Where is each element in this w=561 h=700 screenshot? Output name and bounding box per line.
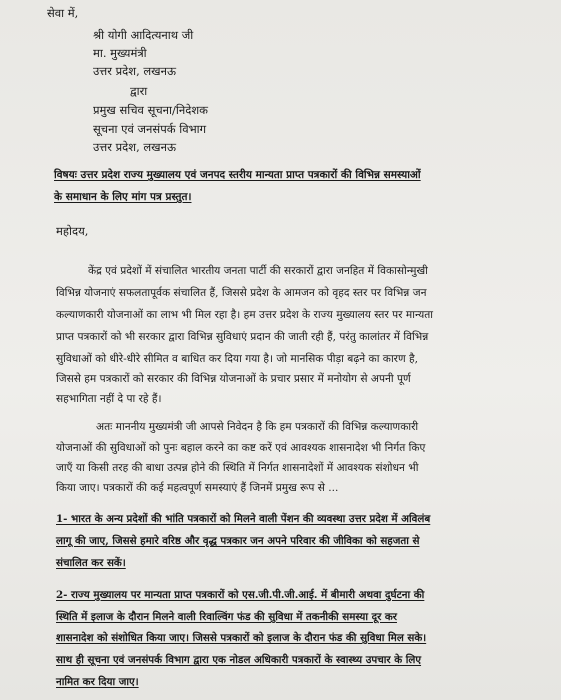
demand-2-line: शासनादेश को संशोधित किया जाए। जिससे पत्रकारों को इलाज के दौरान फंड की सुविधा मिल सके।	[56, 632, 427, 644]
address-designation: मा. मुख्यमंत्री	[93, 46, 147, 60]
demand-2-line: साथ ही सूचना एवं जनसंपर्क विभाग द्वारा एक नोडल अधिकारी पत्रकारों के स्वास्थ्य उपचार के लिए	[56, 654, 422, 666]
address-via: द्वारा	[130, 84, 148, 98]
subject-line: के समाधान के लिए मांग पत्र प्रस्तुत।	[54, 191, 192, 203]
demand-2-line: 2- राज्य मुख्यालय पर मान्यता प्राप्त पत्रकारों को एस.जी.पी.जी.आई. में बीमारी अथवा दुर्घटना की	[56, 589, 425, 601]
address-officer: प्रमुख सचिव सूचना/निदेशक	[93, 103, 209, 117]
body-line: योजनाओं की सुविधाओं को पुनः बहाल करने का कष्ट करें एवं आवश्यक शासनादेश भी निर्गत किए	[56, 442, 426, 454]
body-line: प्राप्त पत्रकारों को भी सरकार द्वारा विभिन्न सुविधाएं प्रदान की जाती रही हैं, परंतु कालांतर में विभिन्न	[56, 331, 429, 343]
address-place: उत्तर प्रदेश, लखनऊ	[93, 64, 177, 78]
demand-2-line: स्थिति में इलाज के दौरान मिलने वाली रिवाल्विंग फंड की सुविधा में तकनीकी समस्या दूर कर	[56, 611, 397, 623]
body-line: केंद्र एवं प्रदेशों में संचालित भारतीय जनता पार्टी की सरकारों द्वारा जनहित में विकासोन्मुखी	[88, 265, 428, 277]
body-line: जाएँ या किसी तरह की बाधा उत्पन्न होने की स्थिति में निर्गत शासनादेशों में आवश्यक संशोधन भी	[56, 462, 419, 474]
demand-1-line: संचालित कर सकें।	[56, 557, 126, 569]
body-line: अतः माननीय मुख्यमंत्री जी आपसे निवेदन है कि हम पत्रकारों की विभिन्न कल्याणकारी	[96, 421, 419, 433]
body-line: जिससे हम पत्रकारों को सरकार की विभिन्न योजनाओं के प्रचार प्रसार में मनोयोग से अपनी पूर्ण	[56, 373, 411, 385]
demand-1-line: लागू की जाए, जिससे हमारे वरिष्ठ और वृद्ध पत्रकार जन अपने परिवार की जीविका को सहजता से	[56, 535, 420, 547]
address-place-2: उत्तर प्रदेश, लखनऊ	[93, 140, 177, 154]
body-line: विभिन्न योजनाएं सफलतापूर्वक संचालित हैं, जिससे प्रदेश के आमजन को वृहद स्तर पर विभिन्न जन	[56, 287, 427, 299]
demand-2-line: नामित कर दिया जाए।	[56, 676, 139, 688]
body-line: किया जाए। पत्रकारों की कई महत्वपूर्ण समस्याएं हैं जिनमें प्रमुख रूप से ...	[56, 482, 339, 494]
address-department: सूचना एवं जनसंपर्क विभाग	[93, 122, 207, 136]
address-name: श्री योगी आदित्यनाथ जी	[93, 28, 194, 42]
address-salutation: सेवा में,	[47, 6, 79, 20]
subject-line: विषयः उत्तर प्रदेश राज्य मुख्यालय एवं जनपद स्तरीय मान्यता प्राप्त पत्रकारों की विभिन्न समस्याओं	[54, 169, 421, 181]
body-line: कल्याणकारी योजनाओं का लाभ भी मिल रहा है। हम उत्तर प्रदेश के राज्य मुख्यालय स्तर पर मान्यता	[56, 309, 434, 321]
body-line: सहभागिता नहीं दे पा रहे हैं।	[56, 393, 162, 405]
greeting: महोदय,	[56, 224, 89, 238]
demand-1-line: 1- भारत के अन्य प्रदेशों की भांति पत्रकारों को मिलने वाली पेंशन की व्यवस्था उत्तर प्रदेश में अविलंब	[56, 513, 431, 525]
body-line: सुविधाओं को धीरे-धीरे सीमित व बाधित कर दिया गया है। जो मानसिक पीड़ा बढ़ने का कारण है,	[56, 353, 419, 365]
